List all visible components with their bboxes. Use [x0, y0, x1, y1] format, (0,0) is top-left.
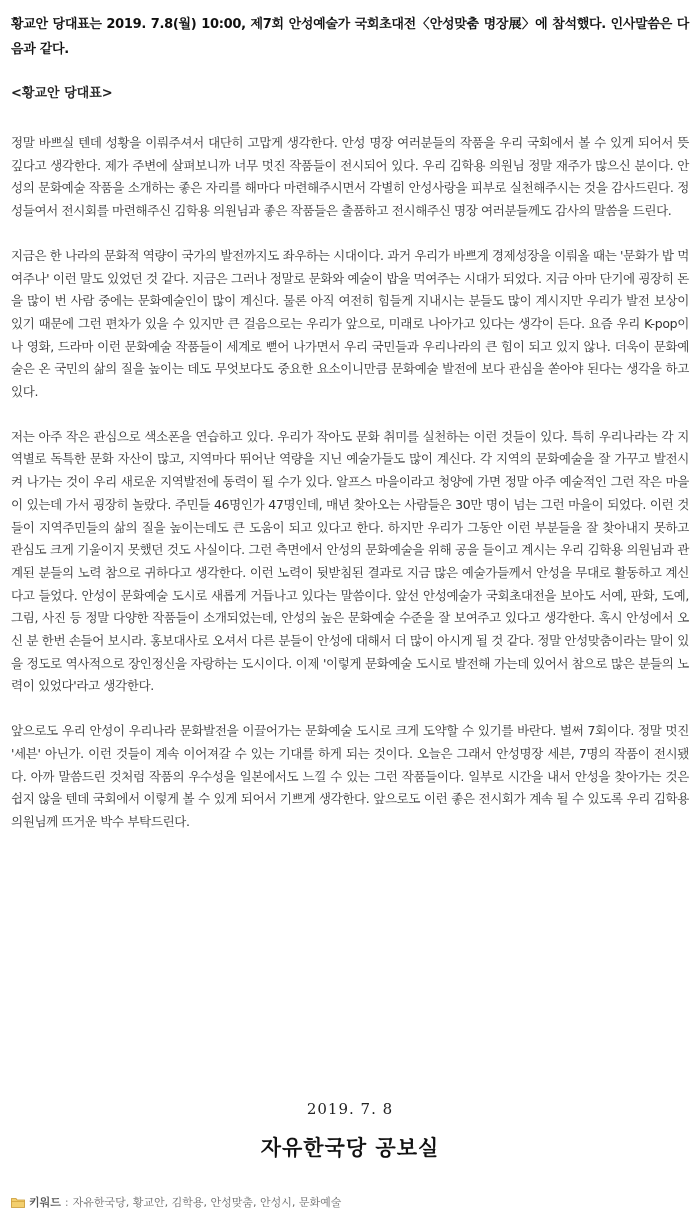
body-paragraph-2: 지금은 한 나라의 문화적 역량이 국가의 발전까지도 좌우하는 시대이다. 과거 우리가 바쁘게 경제성장을 이뤄올 때는 '문화가 밥 먹여주나' 이런 말도 있었던 것 같다. 지금은 그러나 정말로 문화와 예술이 밥을 먹여주는 시대가 되었다. 지금 아마 단기에 굉장히 돈을 많이 번 사람 중에는 문화예술인이 많이 계신다. 물론 아직 여전히 힘들게 지내시는 분들도 많이 계시지만 우리가 발전 보상이 있기 때문에 그런 편차가 있을 수 있지만 큰 걸음으로는 우리가 앞으로, 미래로 나아가고 있다는 생각이 든다. 요즘 우리 K-pop이나 영화, 드라마 이런 문화예술 작품들이 세계로 뻗어 나가면서 우리 국민들과 우리나라의 큰 힘이 되고 있지 않나. 더욱이 문화예술은 온 국민의 삶의 질을 높이는 데도 무엇보다도 중요한 요소이니만큼 문화예술 발전에 보다 관심을 쏟아야 된다는 생각을 하고 있다.: [11, 247, 690, 400]
keywords-separator: :: [64, 1195, 69, 1209]
keywords-label: 키워드: [29, 1196, 61, 1209]
press-release-article: [11, 0, 689, 834]
speaker-label: <황교안 당대표>: [11, 86, 113, 101]
issuing-organization: 자유한국당 공보실: [260, 1136, 440, 1160]
body-paragraph-4: 앞으로도 우리 안성이 우리나라 문화발전을 이끌어가는 문화예술 도시로 크게 도약할 수 있기를 바란다. 벌써 7회이다. 정말 멋진 '세븐' 아닌가. 이런 것들이 계속 이어져갈 수 있는 기대를 하게 되는 것이다. 오늘은 그래서 안성명장 세븐, 7명의 작품이 전시됐다. 아까 말씀드린 것처럼 작품의 우수성을 일본에서도 느낄 수 있는 그런 작품들이다. 일부로 시간을 내서 안성을 찾아가는 것은 쉽지 않을 텐데 국회에서 이렇게 볼 수 있게 되어서 기쁘게 생각한다. 앞으로도 이런 좋은 전시회가 계속 될 수 있도록 우리 김학용 의원님께 뜨거운 박수 부탁드린다.: [11, 723, 689, 829]
keywords-bar: [11, 1194, 341, 1210]
keywords-list[interactable]: 자유한국당, 황교안, 김학용, 안성맞춤, 안성시, 문화예술: [72, 1196, 342, 1209]
release-date: 2019. 7. 8: [306, 1100, 394, 1118]
body-paragraph-3: 저는 아주 작은 관심으로 색소폰을 연습하고 있다. 우리가 작아도 문화 취미를 실천하는 이런 것들이 있다. 특히 우리나라는 각 지역별로 독특한 문화 자산이 많고, 지역마다 뛰어난 역량을 지닌 예술가들도 많이 계신다. 각 지역의 문화예술을 잘 가꾸고 발전시켜 나가는 것이 우리 새로운 지역발전에 동력이 될 수가 있다. 알프스 마을이라고 청양에 가면 정말 아주 예술적인 그런 작은 마을이 있는데 가서 굉장히 놀랐다. 주민들 46명인가 47명인데, 매년 찾아오는 사람들은 30만 명이 넘는 그런 마을이 되었다. 이런 것들이 지역주민들의 삶의 질을 높이는데도 큰 도움이 되고 있다고 한다. 하지만 우리가 그동안 이런 부분들을 잘 찾아내지 못하고 관심도 크게 기울이지 못했던 것도 사실이다. 그런 측면에서 안성의 문화예술을 위해 공을 들이고 계시는 우리 김학용 의원님과 관계된 분들의 노력 참으로 귀하다고 생각한다. 이런 노력이 뒷받침된 결과로 지금 많은 예술가들께서 안성을 무대로 활동하고 계신다고 들었다. 안성이 문화예술 도시로 새롭게 거듭나고 있다는 말씀이다. 앞선 안성예술가 국회초대전을 보아도 서예, 판화, 도예, 그림, 사진 등 정말 다양한 작품들이 소개되었는데, 안성의 높은 문화예술 수준을 잘 보여주고 있다고 생각한다. 혹시 안성에서 오신 분 한번 손들어 보시라. 홍보대사로 오셔서 다른 분들이 안성에 대해서 더 많이 아시게 될 것 같다. 정말 안성맞춤이라는 말이 있을 정도로 역사적으로 장인정신을 자랑하는 도시이다. 이제 '이렇게 문화예술 도시로 발전해 가는데 있어서 참으로 많은 분들의 노력이 있었다'라고 생각한다.: [11, 428, 689, 694]
body-paragraph-1: 정말 바쁘실 텐데 성황을 이뤄주셔서 대단히 고맙게 생각한다. 안성 명장 여러분들의 작품을 우리 국회에서 볼 수 있게 되어서 뜻 깊다고 생각한다. 제가 주변에 살펴보니까 너무 멋진 작품들이 전시되어 있다. 우리 김학용 의원님 정말 재주가 많으신 분이다. 안성의 문화예술 작품을 소개하는 좋은 자리를 해마다 마련해주시면서 각별히 안성사랑을 피부로 실천해주시는 것을 감사드린다. 정성들여서 전시회를 마련해주신 김학용 의원님과 좋은 작품들은 출품하고 전시해주신 명장 여러분들께도 감사의 말씀을 드린다.: [11, 135, 689, 219]
folder-icon: [11, 1197, 25, 1208]
intro-paragraph: 황교안 당대표는 2019. 7.8(월) 10:00, 제7회 안성예술가 국회초대전〈안성맞춤 명장展〉에 참석했다. 인사말씀은 다음과 같다.: [11, 17, 689, 57]
